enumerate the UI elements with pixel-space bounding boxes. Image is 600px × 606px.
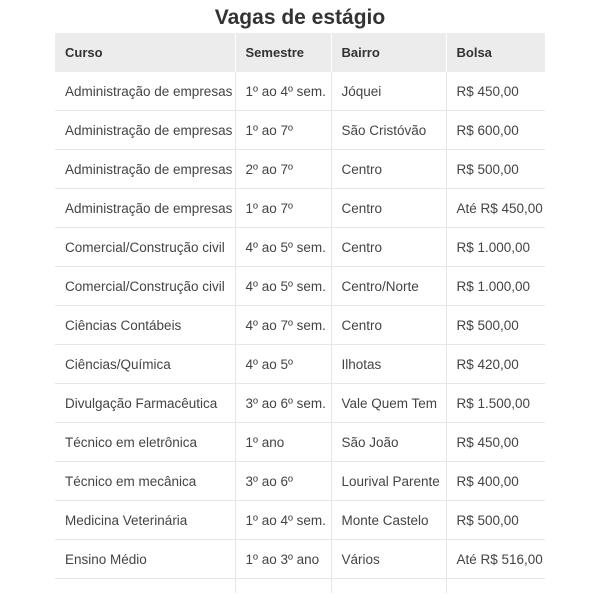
cell-curso: Comercial/Construção civil: [55, 228, 235, 267]
cell-curso: Ciências/Química: [55, 345, 235, 384]
cell-semestre: 1º ao 7º: [235, 111, 331, 150]
cell-curso: Ensino Médio: [55, 540, 235, 579]
table-row: [55, 306, 545, 345]
cell-bolsa: R$ 500,00: [446, 306, 545, 345]
table-row: [55, 111, 545, 150]
header-bolsa: Bolsa: [446, 33, 545, 72]
table-row: [55, 150, 545, 189]
table-row: [55, 267, 545, 306]
table-row: [55, 345, 545, 384]
cell-curso: Administração de empresas: [55, 72, 235, 111]
cell-semestre: 4º ao 5º sem.: [235, 228, 331, 267]
cell-bolsa: R$ 420,00: [446, 345, 545, 384]
cell-bairro: Centro: [331, 189, 446, 228]
cell-semestre: 1º ano: [235, 423, 331, 462]
table-row: [55, 72, 545, 111]
cell-semestre: 3º ao 6º sem.: [235, 384, 331, 423]
cell-bolsa: Até R$ 450,00: [446, 189, 545, 228]
cell-empty: [331, 579, 446, 594]
cell-bolsa: R$ 400,00: [446, 462, 545, 501]
cell-bairro: Vários: [331, 540, 446, 579]
cell-bolsa: R$ 450,00: [446, 72, 545, 111]
cell-bairro: Monte Castelo: [331, 501, 446, 540]
table-row: [55, 462, 545, 501]
cell-bolsa: R$ 1.500,00: [446, 384, 545, 423]
cell-curso: Administração de empresas: [55, 150, 235, 189]
cell-bolsa: R$ 600,00: [446, 111, 545, 150]
cell-semestre: 2º ao 7º: [235, 150, 331, 189]
cell-bolsa: R$ 500,00: [446, 501, 545, 540]
cell-semestre: 1º ao 3º ano: [235, 540, 331, 579]
cell-bolsa: R$ 500,00: [446, 150, 545, 189]
cell-semestre: 1º ao 7º: [235, 189, 331, 228]
cell-bairro: Jóquei: [331, 72, 446, 111]
table-row: [55, 189, 545, 228]
cell-semestre: 1º ao 4º sem.: [235, 72, 331, 111]
cell-empty: [446, 579, 545, 594]
cell-semestre: 1º ao 4º sem.: [235, 501, 331, 540]
table-row: [55, 423, 545, 462]
cell-bairro: São Cristóvão: [331, 111, 446, 150]
header-curso: Curso: [55, 33, 235, 72]
page-title: Vagas de estágio: [214, 6, 386, 29]
cell-bolsa: R$ 450,00: [446, 423, 545, 462]
cell-bairro: Lourival Parente: [331, 462, 446, 501]
table-header: [55, 33, 545, 72]
cell-bairro: São João: [331, 423, 446, 462]
cell-bolsa: R$ 1.000,00: [446, 228, 545, 267]
cell-semestre: 4º ao 7º sem.: [235, 306, 331, 345]
table-row: [55, 540, 545, 579]
table-body: [55, 72, 545, 593]
cell-curso: Administração de empresas: [55, 189, 235, 228]
cell-bairro: Vale Quem Tem: [331, 384, 446, 423]
cell-curso: Ciências Contábeis: [55, 306, 235, 345]
header-bairro: Bairro: [331, 33, 446, 72]
cell-curso: Técnico em mecânica: [55, 462, 235, 501]
table-row-empty: [55, 579, 545, 594]
cell-bairro: Centro: [331, 228, 446, 267]
cell-curso: Comercial/Construção civil: [55, 267, 235, 306]
table-row: [55, 384, 545, 423]
cell-empty: [55, 579, 235, 594]
cell-bairro: Centro/Norte: [331, 267, 446, 306]
header-row: [55, 33, 545, 72]
cell-bairro: Centro: [331, 150, 446, 189]
cell-curso: Medicina Veterinária: [55, 501, 235, 540]
cell-bairro: Centro: [331, 306, 446, 345]
header-semestre: Semestre: [235, 33, 331, 72]
cell-bairro: Ilhotas: [331, 345, 446, 384]
cell-semestre: 3º ao 6º: [235, 462, 331, 501]
cell-curso: Administração de empresas: [55, 111, 235, 150]
table-row: [55, 228, 545, 267]
cell-semestre: 4º ao 5º sem.: [235, 267, 331, 306]
cell-empty: [235, 579, 331, 594]
table-row: [55, 501, 545, 540]
cell-bolsa: Até R$ 516,00: [446, 540, 545, 579]
cell-semestre: 4º ao 5º: [235, 345, 331, 384]
internship-table: [55, 33, 545, 593]
cell-bolsa: R$ 1.000,00: [446, 267, 545, 306]
cell-curso: Técnico em eletrônica: [55, 423, 235, 462]
cell-curso: Divulgação Farmacêutica: [55, 384, 235, 423]
